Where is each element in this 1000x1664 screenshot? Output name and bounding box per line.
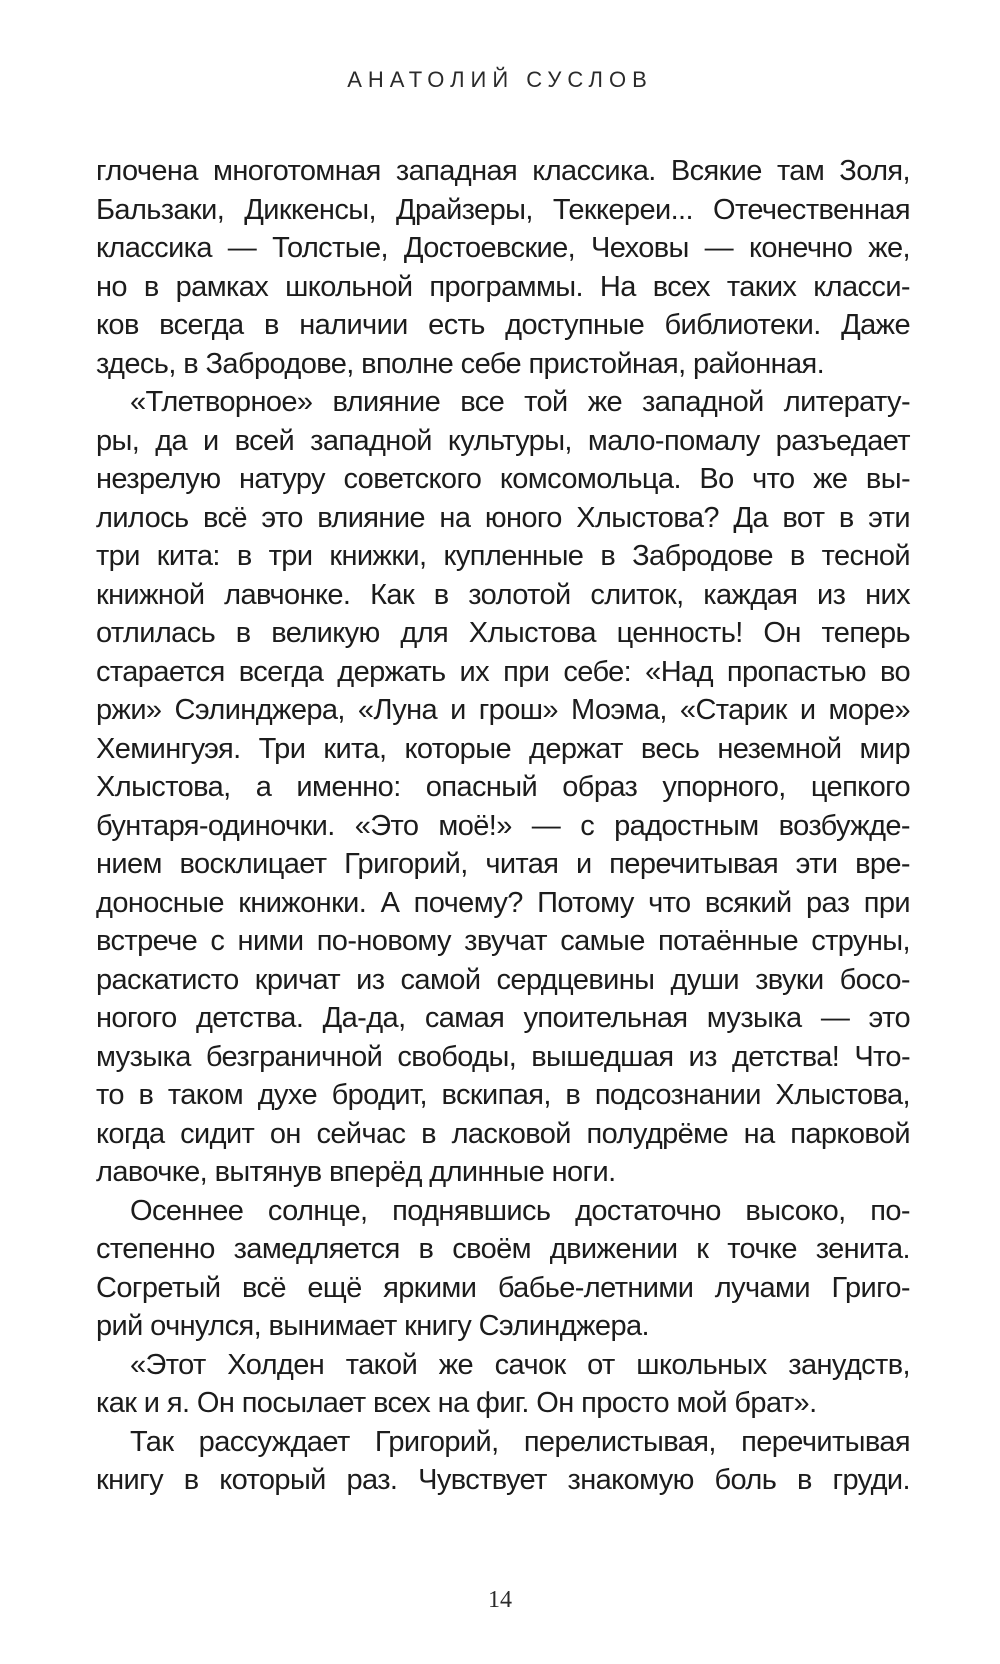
text-line: «Тлетворное» влияние все той же западной литерату- [130,386,910,418]
text-line: здесь, в Забродове, вполне себе пристойная, районная. [96,347,825,380]
text-line: лавочке, вытянув вперёд длинные ноги. [96,1156,616,1188]
text-line: то в таком духе бродит, вскипая, в подсознании Хлыстова, [96,1079,910,1111]
text-line: ры, да и всей западной культуры, мало-помалу разъедает [96,424,910,457]
text-line: отлилась в великую для Хлыстова ценность! Он теперь [96,617,910,649]
text-line: но в рамках школьной программы. На всех таких класси- [96,270,910,303]
text-line: Согретый всё ещё яркими бабье-летними лучами Григо- [96,1271,910,1304]
page-number: 14 [488,1587,512,1613]
text-line: Осеннее солнце, поднявшись достаточно высоко, по- [130,1194,910,1227]
text-line: рий очнулся, вынимает книгу Сэлинджера. [96,1310,649,1342]
text-line: встрече с ними по-новому звучат самые потаённые струны, [96,925,910,957]
text-line: книгу в который раз. Чувствует знакомую боль в груди. [96,1464,910,1496]
text-line: бунтаря-одиночки. «Это моё!» — с радостным возбужде- [96,809,910,842]
text-line: книжной лавчонке. Как в золотой слиток, каждая из них [96,578,910,611]
text-line: классика — Толстые, Достоевские, Чеховы — конечно же, [96,232,910,264]
text-line: доносные книжонки. А почему? Потому что всякий раз при [96,886,910,919]
text-line: Хлыстова, а именно: опасный образ упорного, цепкого [96,771,910,803]
text-line: Так рассуждает Григорий, перелистывая, перечитывая [130,1425,910,1458]
running-head: АНАТОЛИЙ СУСЛОВ [347,67,653,92]
text-line: лилось всё это влияние на юного Хлыстова? Да вот в эти [96,501,910,534]
text-line: когда сидит он сейчас в ласковой полудрёме на парковой [96,1117,910,1150]
text-line: Хемингуэя. Три кита, которые держат весь неземной мир [96,732,910,765]
text-line: музыка безграничной свободы, вышедшая из детства! Что- [96,1040,910,1073]
text-line: три кита: в три книжки, купленные в Забродове в тесной [96,540,910,572]
text-line: глочена многотомная западная классика. Всякие там Золя, [96,155,910,187]
text-line: старается всегда держать их при себе: «Над пропастью во [96,655,910,688]
text-line: ржи» Сэлинджера, «Луна и грош» Моэма, «Старик и море» [96,694,910,726]
text-line: степенно замедляется в своём движении к точке зенита. [96,1233,910,1265]
text-line: ков всегда в наличии есть доступные библиотеки. Даже [96,309,910,341]
text-line: раскатисто кричат из самой сердцевины души звуки босо- [96,963,910,996]
text-line: как и я. Он посылает всех на фиг. Он просто мой брат». [96,1387,817,1419]
text-line: «Этот Холден такой же сачок от школьных занудств, [130,1348,910,1381]
text-line: нием восклицает Григорий, читая и перечитывая эти вре- [96,848,910,880]
text-line: ногого детства. Да-да, самая упоительная музыка — это [96,1002,910,1034]
text-line: Бальзаки, Диккенсы, Драйзеры, Теккереи... Отечественная [96,193,910,226]
text-line: незрелую натуру советского комсомольца. Во что же вы- [96,463,910,495]
body-text [96,152,910,1500]
